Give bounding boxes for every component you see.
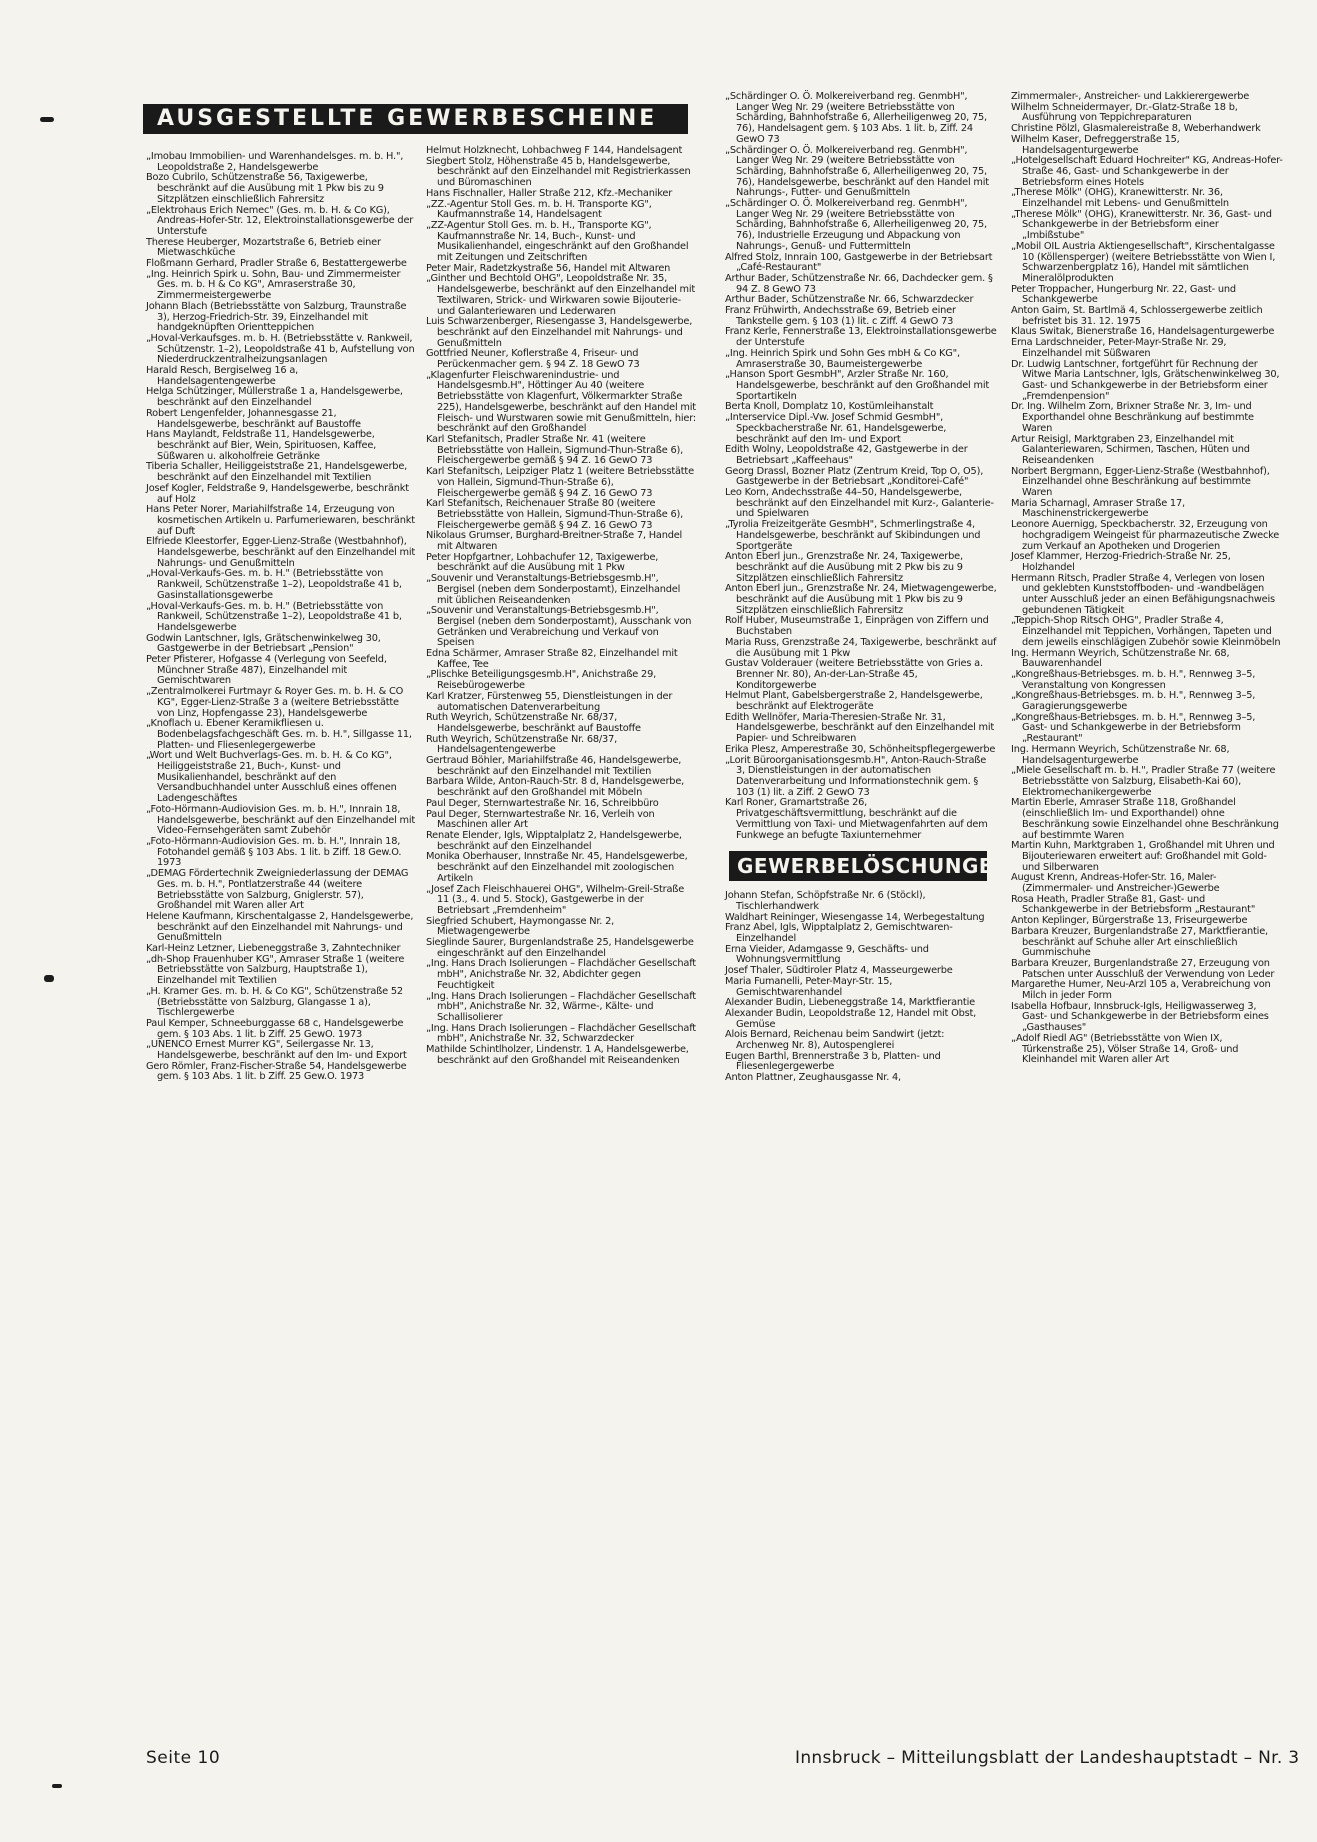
- license-entry: Erna Vieider, Adamgasse 9, Geschäfts- und Wohnungsvermittlung: [725, 943, 929, 966]
- license-entry: Rolf Huber, Museumstraße 1, Einprägen von Ziffern und Buchstaben: [725, 615, 989, 638]
- license-entry: Helga Schützinger, Müllerstraße 1 a, Handelsgewerbe, beschränkt auf den Einzelhandel: [146, 386, 403, 409]
- license-entry: „Foto-Hörmann-Audiovision Ges. m. b. H.", Innrain 18, Fotohandel gemäß § 103 Abs. 1 lit. b Ziff. 18 Gew.O. 1973: [146, 836, 402, 869]
- license-entry: „Hoval-Verkaufs-Ges. m. b. H." (Betriebsstätte von Rankweil, Schützenstraße 1–2), Leopoldstraße 41 b, Gasinstallationsgewerbe: [146, 568, 402, 601]
- license-entry: „Lorit Büroorganisationsgesmb.H", Anton-Rauch-Straße 3, Dienstleistungen in der automatischen Datenverarbeitung und Informationstechnik gem. § 103 (1) lit. a Ziff. 2 GewO 73: [725, 754, 987, 798]
- license-entry: „Schärdinger O. Ö. Molkereiverband reg. GenmbH", Langer Weg Nr. 29 (weitere Betriebsstätte von Schärding, Bahnhofstraße 6, Allerheiligenweg 20, 75, 76), Industrielle Erzeugung und Abpackung von Nahrungs-, Genuß- und Futtermitteln: [725, 198, 987, 252]
- license-entry: Edith Wellnöfer, Maria-Theresien-Straße Nr. 31, Handelsgewerbe, beschränkt auf den Einzelhandel mit Papier- und Schreibwaren: [725, 711, 995, 745]
- edge-mark: [40, 117, 54, 122]
- license-entry: Hans Maylandt, Feldstraße 11, Handelsgewerbe, beschränkt auf Bier, Wein, Spirituosen, Kaffee, Süßwaren u. alkoholfreie Getränke: [146, 429, 377, 462]
- license-entry: „Ing. Hans Drach Isolierungen – Flachdächer Gesellschaft mbH", Anichstraße Nr. 32, Schwarzdecker: [426, 1022, 696, 1045]
- license-entry: Renate Elender, Igls, Wipptalplatz 2, Handelsgewerbe, beschränkt auf den Einzelhandel: [426, 830, 682, 852]
- deleted-licenses-list: [725, 891, 997, 1084]
- license-entry: Helmut Plant, Gabelsbergerstraße 2, Handelsgewerbe, beschränkt auf Elektrogeräte: [725, 690, 983, 713]
- license-entry: „Adolf Riedl AG" (Betriebsstätte von Wien IX, Türkenstraße 25), Völser Straße 14, Groß- und Kleinhandel mit Waren aller Art: [1011, 1032, 1239, 1066]
- license-entry: „Souvenir und Veranstaltungs-Betriebsgesmb.H", Bergisel (neben dem Sonderpostamt), Einzelhandel mit üblichen Reiseandenken: [426, 573, 681, 606]
- license-entry: Helene Kaufmann, Kirschentalgasse 2, Handelsgewerbe, beschränkt auf den Einzelhandel mit Nahrungs- und Genußmitteln: [146, 910, 414, 944]
- license-entry: Sieglinde Saurer, Burgenlandstraße 25, Handelsgewerbe eingeschränkt auf den Einzelhandel: [426, 937, 694, 959]
- license-entry: Robert Lengenfelder, Johannesgasse 21, Handelsgewerbe, beschränkt auf Baustoffe: [146, 407, 361, 430]
- license-entry: Karl Stefanitsch, Reichenauer Straße 80 (weitere Betriebsstätte von Hallein, Sigmund-Thun-Straße 6), Fleischergewerbe gemäß § 94 Z. 16 GewO 73: [426, 498, 684, 531]
- license-entry: Edith Wolny, Leopoldstraße 42, Gastgewerbe in der Betriebsart „Kaffeehaus": [725, 444, 968, 466]
- license-entry: Karl Stefanitsch, Pradler Straße Nr. 41 (weitere Betriebsstätte von Hallein, Sigmund-Thun-Straße 6), Fleischergewerbe gemäß § 94 Z. 16 GewO 73: [426, 433, 684, 467]
- license-entry: „Souvenir und Veranstaltungs-Betriebsgesmb.H", Bergisel (neben dem Sonderpostamt), Ausschank von Getränken und Verabreichung und Verkauf von Speisen: [426, 605, 692, 649]
- license-entry: Siegbert Stolz, Höhenstraße 45 b, Handelsgewerbe, beschränkt auf den Einzelhandel mit Registrierkassen und Büromaschinen: [426, 155, 691, 189]
- license-entry: Arthur Bader, Schützenstraße Nr. 66, Dachdecker gem. § 94 Z. 8 GewO 73: [725, 272, 993, 295]
- license-entry: Christine Pölzl, Glasmalereistraße 8, Weberhandwerk: [1011, 123, 1261, 135]
- license-entry: Margarethe Humer, Neu-Arzl 105 a, Verabreichung von Milch in jeder Form: [1011, 979, 1271, 1002]
- license-entry: „Plischke Beteiligungsgesmb.H", Anichstraße 29, Reisebürogewerbe: [426, 669, 657, 692]
- license-entry: Josef Thaler, Südtiroler Platz 4, Masseurgewerbe: [725, 965, 953, 977]
- license-entry: Maria Scharnagl, Amraser Straße 17, Maschinenstrickergewerbe: [1011, 497, 1185, 520]
- column-1: [146, 152, 418, 1083]
- license-entry: Peter Pfisterer, Hofgasse 4 (Verlegung von Seefeld, Münchner Straße 487), Einzelhandel mit Gemischtwaren: [146, 654, 387, 687]
- section-heading-issued-licenses: AUSGESTELLTE GEWERBESCHEINE: [143, 104, 688, 134]
- license-entry: „Ing. Heinrich Spirk und Sohn Ges mbH & Co KG", Amraserstraße 30, Baumeistergewerbe: [725, 347, 960, 370]
- license-entry: „dh-Shop Frauenhuber KG", Amraser Straße 1 (weitere Betriebsstätte von Salzburg, Hauptstraße 1), Einzelhandel mit Textilien: [146, 953, 405, 987]
- license-entry: August Krenn, Andreas-Hofer-Str. 16, Maler-(Zimmermaler- und Anstreicher-)Gewerbe: [1011, 872, 1220, 895]
- license-entry: „Miele Gesellschaft m. b. H.", Pradler Straße 77 (weitere Betriebsstätte von Salzburg, Elisabeth-Kai 60), Elektromechanikergewerbe: [1011, 765, 1276, 798]
- license-entry: Maria Russ, Grenzstraße 24, Taxigewerbe, beschränkt auf die Ausübung mit 1 Pkw: [725, 636, 997, 659]
- license-entry: „Kongreßhaus-Betriebsges. m. b. H.", Rennweg 3–5, Gast- und Schankgewerbe in der Betriebsform „Restaurant": [1011, 711, 1256, 745]
- license-entry: Anton Gaim, St. Bartlmä 4, Schlossergewerbe zeitlich befristet bis 31. 12. 1975: [1011, 305, 1263, 327]
- publication-title: Innsbruck – Mitteilungsblatt der Landeshauptstadt – Nr. 3: [795, 1748, 1300, 1768]
- license-entry: „UNENCO Ernest Murrer KG", Seilergasse Nr. 13, Handelsgewerbe, beschränkt auf den Im- und Export: [146, 1039, 407, 1062]
- column-3: [725, 91, 1011, 1084]
- license-entry: Leo Korn, Andechsstraße 44–50, Handelsgewerbe, beschränkt auf den Einzelhandel mit Kurz-, Galanterie- und Spielwaren: [725, 487, 994, 520]
- license-entry: Nikolaus Grumser, Burghard-Breitner-Straße 7, Handel mit Altwaren: [426, 530, 683, 553]
- edge-mark: [44, 975, 54, 982]
- license-entry: Norbert Bergmann, Egger-Lienz-Straße (Westbahnhof), Einzelhandel ohne Beschränkung auf bestimmte Waren: [1011, 465, 1270, 499]
- license-entry: Anton Eberl jun., Grenzstraße Nr. 24, Taxigewerbe, beschränkt auf die Ausübung mit 2 Pkw bis zu 9 Sitzplätzen einschließlich Fahrersitz: [725, 551, 963, 584]
- license-entry: Floßmann Gerhard, Pradler Straße 6, Bestattergewerbe: [146, 258, 407, 270]
- license-entry: Franz Abel, Igls, Wipptalplatz 2, Gemischtwaren-Einzelhandel: [725, 922, 953, 945]
- license-entry: „Schärdinger O. Ö. Molkereiverband reg. GenmbH", Langer Weg Nr. 29 (weitere Betriebsstätte von Schärding, Bahnhofstraße 6, Allerheiligenweg 20, 75, 76), Handelsgewerbe, beschränkt auf den Handel mit Nahrungs-, Futter- und Genußmitteln: [725, 144, 989, 199]
- license-entry: Josef Kogler, Feldstraße 9, Handelsgewerbe, beschränkt auf Holz: [146, 482, 409, 505]
- license-entry: Godwin Lantschner, Igls, Grätschenwinkelweg 30, Gastgewerbe in der Betriebsart „Pension": [146, 632, 381, 655]
- license-entry: „ZZ.-Agentur Stoll Ges. m. b. H. Transporte KG", Kaufmannstraße 14, Handelsagent: [426, 198, 652, 221]
- license-entry: Siegfried Schubert, Haymongasse Nr. 2, Mietwagengewerbe: [426, 915, 615, 938]
- license-entry: „Kongreßhaus-Betriebsges. m. b. H.", Rennweg 3–5, Veranstaltung von Kongressen: [1011, 668, 1256, 691]
- license-entry: „Tyrolia Freizeitgeräte GesmbH", Schmerlingstraße 4, Handelsgewerbe, beschränkt auf Skibindungen und Sportgeräte: [725, 519, 981, 552]
- license-entry: „Hoval-Verkaufs-Ges. m. b. H." (Betriebsstätte von Rankweil, Schützenstraße 1–2), Leopoldstraße 41 b, Handelsgewerbe: [146, 600, 402, 633]
- license-entry: Peter Troppacher, Hungerburg Nr. 22, Gast- und Schankgewerbe: [1011, 283, 1236, 306]
- license-entry: Helmut Holzknecht, Lohbachweg F 144, Handelsagent: [426, 145, 683, 156]
- license-entry: Mathilde Schintlholzer, Lindenstr. 1 A, Handelsgewerbe, beschränkt auf den Großhandel mit Reiseandenken: [426, 1044, 689, 1066]
- license-entry: Ing. Hermann Weyrich, Schützenstraße Nr. 68, Bauwarenhandel: [1011, 647, 1230, 670]
- column-3-issued-list: [725, 92, 997, 841]
- license-entry: „H. Kramer Ges. m. b. H. & Co KG", Schützenstraße 52 (Betriebsstätte von Salzburg, Glangasse 1 a), Tischlergewerbe: [146, 985, 403, 1019]
- license-entry: Hans Fischnaller, Haller Straße 212, Kfz.-Mechaniker: [426, 187, 673, 199]
- license-entry: „Teppich-Shop Ritsch OHG", Pradler Straße 4, Einzelhandel mit Teppichen, Vorhängen, Tapeten und dem jeweils einschlägigen Zubehör sowie Kleinmöbeln: [1011, 615, 1281, 648]
- license-entry: Paul Kemper, Schneeburggasse 68 c, Handelsgewerbe gem. § 103 Abs. 1 lit. b Ziff. 25 GewO. 1973: [146, 1017, 404, 1040]
- license-entry: „Knoflach u. Ebener Keramikfliesen u. Bodenbelagsfachgeschäft Ges. m. b. H.", Sillgasse 11, Platten- und Fliesenlegergewerbe: [146, 718, 412, 751]
- license-entry: Elfriede Kleestorfer, Egger-Lienz-Straße (Westbahnhof), Handelsgewerbe, beschränkt auf den Einzelhandel mit Nahrungs- und Genußmitteln: [146, 536, 416, 569]
- license-entry: Barbara Kreuzer, Burgenlandstraße 27, Marktfierantie, beschränkt auf Schuhe aller Art einschließlich Gummischuhe: [1011, 925, 1268, 959]
- license-entry: Luis Schwarzenberger, Riesengasse 3, Handelsgewerbe, beschränkt auf den Einzelhandel mit Nahrungs- und Genußmitteln: [426, 316, 693, 349]
- license-entry: „Zentralmolkerei Furtmayr & Royer Ges. m. b. H. & CO KG", Egger-Lienz-Straße 3 a (weitere Betriebsstätte von Linz, Hopfengasse 23), Handelsgewerbe: [146, 686, 404, 719]
- license-entry: Karl-Heinz Letzner, Liebeneggstraße 3, Zahntechniker: [146, 943, 401, 955]
- license-entry: Zimmermaler-, Anstreicher- und Lakkierergewerbe: [1011, 91, 1250, 102]
- license-entry: Waldhart Reininger, Wiesengasse 14, Werbegestaltung: [725, 911, 985, 923]
- license-entry: Leonore Auernigg, Speckbacherstr. 32, Erzeugung von hochgradigem Weingeist für pharmazeutische Zwecke zum Verkauf an Apotheken und Drogerien: [1011, 519, 1280, 552]
- edge-mark: [52, 1784, 62, 1788]
- license-entry: Edna Schärmer, Amraser Straße 82, Einzelhandel mit Kaffee, Tee: [426, 648, 678, 670]
- license-entry: Hermann Ritsch, Pradler Straße 4, Verlegen von losen und geklebten Kunststoffboden- und -wandbelägen unter Ausschluß jeder an einen Befähigungsnachweis gebundenen Tätigkeit: [1011, 572, 1275, 616]
- license-entry: Anton Eberl jun., Grenzstraße Nr. 24, Mietwagengewerbe, beschränkt auf die Ausübung mit 1 Pkw bis zu 9 Sitzplätzen einschließlich Fahrersitz: [725, 583, 997, 616]
- license-entry: Bozo Cubrilo, Schützenstraße 56, Taxigewerbe, beschränkt auf die Ausübung mit 1 Pkw bis zu 9 Sitzplätzen einschließlich Fahrersitz: [146, 172, 384, 205]
- license-entry: Georg Drassl, Bozner Platz (Zentrum Kreid, Top O, O5), Gastgewerbe in der Betriebsart „Konditorei-Café": [725, 465, 984, 488]
- license-entry: Wilhelm Kaser, Defreggerstraße 15, Handelsagenturgewerbe: [1011, 133, 1180, 156]
- license-entry: Rosa Heath, Pradler Straße 81, Gast- und Schankgewerbe in der Betriebsform „Restaurant": [1011, 893, 1256, 916]
- license-entry: „Kongreßhaus-Betriebsges. m. b. H.", Rennweg 3–5, Garagierungsgewerbe: [1011, 690, 1256, 713]
- license-entry: Barbara Kreuzer, Burgenlandstraße 27, Erzeugung von Patschen unter Ausschluß der Verwendung von Leder: [1011, 957, 1275, 980]
- license-entry: Therese Heuberger, Mozartstraße 6, Betrieb einer Mietwaschküche: [146, 236, 381, 259]
- license-entry: Anton Plattner, Zeughausgasse Nr. 4,: [725, 1072, 901, 1084]
- license-entry: „Hanson Sport GesmbH", Arzler Straße Nr. 160, Handelsgewerbe, beschränkt auf den Großhandel mit Sportartikeln: [725, 369, 989, 402]
- license-entry: „Therese Mölk" (OHG), Kranewitterstr. Nr. 36, Gast- und Schankgewerbe in der Betriebsform einer „Imbißstube": [1011, 208, 1272, 242]
- license-entry: „Elektrohaus Erich Nemec" (Ges. m. b. H. & Co KG), Andreas-Hofer-Str. 12, Elektroinstallationsgewerbe der Unterstufe: [146, 204, 414, 237]
- license-entry: Arthur Bader, Schützenstraße Nr. 66, Schwarzdecker: [725, 294, 974, 306]
- license-entry: Martin Eberle, Amraser Straße 118, Großhandel (einschließlich Im- und Exporthandel) ohne Beschränkung sowie Einzelhandel ohne Beschränkung auf bestimmte Waren: [1011, 797, 1279, 841]
- license-entry: Alexander Budin, Leopoldstraße 12, Handel mit Obst, Gemüse: [725, 1007, 977, 1030]
- license-entry: „Imobau Immobilien- und Warenhandelsges. m. b. H.", Leopoldstraße 2, Handelsgewerbe: [146, 151, 404, 173]
- license-entry: „ZZ-Agentur Stoll Ges. m. b. H., Transporte KG", Kaufmannstraße Nr. 14, Buch-, Kunst- und Musikalienhandel, eingeschränkt auf den Großhandel mit Zeitungen und Zeitschriften: [426, 219, 689, 264]
- license-entry: Erna Lardschneider, Peter-Mayr-Straße Nr. 29, Einzelhandel mit Süßwaren: [1011, 337, 1227, 359]
- page-number: Seite 10: [146, 1748, 221, 1768]
- license-entry: Peter Mair, Radetzkystraße 56, Handel mit Altwaren: [426, 262, 671, 274]
- license-entry: „Therese Mölk" (OHG), Kranewitterstr. Nr. 36, Einzelhandel mit Lebens- und Genußmitteln: [1011, 187, 1229, 210]
- license-entry: Dr. Ing. Wilhelm Zorn, Brixner Straße Nr. 3, Im- und Exporthandel ohne Beschränkung auf bestimmte Waren: [1011, 401, 1254, 434]
- license-entry: „Interservice Dipl.-Vw. Josef Schmid GesmbH", Speckbacherstraße Nr. 61, Handelsgewerbe, beschränkt auf den Im- und Export: [725, 412, 947, 445]
- license-entry: Franz Frühwirth, Andechsstraße 69, Betrieb einer Tankstelle gem. § 103 (1) lit. c Ziff. 4 GewO 73: [725, 305, 956, 327]
- license-entry: Ing. Hermann Weyrich, Schützenstraße Nr. 68, Handelsagenturgewerbe: [1011, 743, 1230, 766]
- license-entry: „Wort und Welt Buchverlags-Ges. m. b. H. & Co KG", Heiliggeiststraße 21, Buch-, Kunst- und Musikalienhandel, beschränkt auf den Versandbuchhandel unter Ausschluß eines offenen Ladengeschäftes: [146, 750, 397, 805]
- license-entry: Alfred Stolz, Innrain 100, Gastgewerbe in der Betriebsart „Café-Restaurant": [725, 251, 993, 274]
- license-entry: Ruth Weyrich, Schützenstraße Nr. 68/37, Handelsgewerbe, beschränkt auf Baustoffe: [426, 712, 641, 734]
- license-entry: Dr. Ludwig Lantschner, fortgeführt für Rechnung der Witwe Maria Lantschner, Igls, Grätschenwinkelweg 30, Gast- und Schankgewerbe in der Betriebsform einer „Fremdenpension": [1011, 358, 1280, 402]
- license-entry: Harald Resch, Bergiselweg 16 a, Handelsagentengewerbe: [146, 365, 299, 387]
- license-entry: „Foto-Hörmann-Audiovision Ges. m. b. H.", Innrain 18, Handelsgewerbe, beschränkt auf den Einzelhandel mit Video-Fernsehgeräten samt Zubehör: [146, 803, 416, 837]
- license-entry: „Ing. Heinrich Spirk u. Sohn, Bau- und Zimmermeister Ges. m. b. H & Co KG", Amraserstraße 30, Zimmermeistergewerbe: [146, 268, 401, 302]
- license-entry: Tiberia Schaller, Heiliggeiststraße 21, Handelsgewerbe, beschränkt auf den Einzelhandel mit Textilien: [146, 461, 408, 484]
- license-entry: Franz Kerle, Fennerstraße 13, Elektroinstallationsgewerbe der Unterstufe: [725, 326, 997, 349]
- license-entry: Artur Reisigl, Marktgraben 23, Einzelhandel mit Galanteriewaren, Schirmen, Taschen, Hüten und Reiseandenken: [1011, 433, 1250, 466]
- license-entry: Anton Keplinger, Bürgerstraße 13, Friseurgewerbe: [1011, 915, 1248, 927]
- license-entry: „Josef Zach Fleischhauerei OHG", Wilhelm-Greil-Straße 11 (3., 4. und 5. Stock), Gastgewerbe in der Betriebsart „Fremdenheim": [426, 883, 685, 916]
- license-entry: Peter Hopfgartner, Lohbachufer 12, Taxigewerbe, beschränkt auf die Ausübung mit 1 Pkw: [426, 551, 659, 574]
- license-entry: Eugen Barthl, Brennerstraße 3 b, Platten- und Fliesenlegergewerbe: [725, 1050, 941, 1073]
- license-entry: Gero Römler, Franz-Fischer-Straße 54, Handelsgewerbe gem. § 103 Abs. 1 lit. b Ziff. 25 Gew.O. 1973: [146, 1060, 407, 1083]
- license-entry: Gottfried Neuner, Koflerstraße 4, Friseur- und Perückenmacher gem. § 94 Z. 18 GewO 73: [426, 348, 640, 371]
- license-entry: Hans Peter Norer, Mariahilfstraße 14, Erzeugung von kosmetischen Artikeln u. Parfumeriewaren, beschränkt auf Duft: [146, 504, 415, 537]
- section-heading-deleted-licenses: GEWERBELÖSCHUNGEN: [729, 851, 987, 881]
- license-entry: Josef Klammer, Herzog-Friedrich-Straße Nr. 25, Holzhandel: [1011, 551, 1231, 573]
- license-entry: Karl Kratzer, Fürstenweg 55, Dienstleistungen in der automatischen Datenverarbeitung: [426, 690, 673, 713]
- license-entry: Ruth Weyrich, Schützenstraße Nr. 68/37, Handelsagentengewerbe: [426, 733, 618, 756]
- license-entry: „Klagenfurter Fleischwarenindustrie- und Handelsgesmb.H", Höttinger Au 40 (weitere Betriebsstätte von Klagenfurt, Völkermarkter Straße 225), Handelsgewerbe, beschränkt auf den Handel mit Fleisch- und Wurstwaren sowie mit Genußmitteln, hier: beschränkt auf den Großhandel: [426, 369, 696, 435]
- license-entry: Gustav Volderauer (weitere Betriebsstätte von Gries a. Brenner Nr. 80), An-der-Lan-Straße 45, Konditorgewerbe: [725, 658, 983, 691]
- license-entry: „DEMAG Fördertechnik Zweigniederlassung der DEMAG Ges. m. b. H.", Pontlatzerstraße 44 (weitere Betriebsstätte von Salzburg, Gniglerstr. 57), Großhandel mit Waren aller Art: [146, 868, 409, 912]
- license-entry: Karl Stefanitsch, Leipziger Platz 1 (weitere Betriebsstätte von Hallein, Sigmund-Thun-Straße 6), Fleischergewerbe gemäß § 94 Z. 16 GewO 73: [426, 466, 694, 499]
- license-entry: Maria Fumanelli, Peter-Mayr-Str. 15, Gemischtwarenhandel: [725, 975, 893, 998]
- column-2: [426, 146, 698, 1066]
- license-entry: „Ing. Hans Drach Isolierungen – Flachdächer Gesellschaft mbH", Anichstraße Nr. 32, Wärme-, Kälte- und Schallisolierer: [426, 990, 696, 1023]
- column-4: [1011, 92, 1283, 1066]
- license-entry: Berta Knoll, Domplatz 10, Kostümleihanstalt: [725, 401, 934, 413]
- license-entry: Alexander Budin, Liebeneggstraße 14, Marktfierantie: [725, 997, 975, 1009]
- license-entry: Karl Roner, Gramartstraße 26, Privatgeschäftsvermittlung, beschränkt auf die Vermittlung von Taxi- und Mietwagenfahrten auf dem Funkwege an befugte Taxiunternehmer: [725, 797, 988, 841]
- license-entry: „Ginther und Bechtold OHG", Leopoldstraße Nr. 35, Handelsgewerbe, beschränkt auf den Einzelhandel mit Textilwaren, Strick- und Wirkwaren sowie Bijouterie- und Galanteriewaren und Lederwaren: [426, 273, 696, 317]
- license-entry: Monika Oberhauser, Innstraße Nr. 45, Handelsgewerbe, beschränkt auf den Einzelhandel mit zoologischen Artikeln: [426, 851, 688, 884]
- license-entry: Paul Deger, Sternwartestraße Nr. 16, Schreibbüro: [426, 797, 659, 809]
- license-entry: „Mobil OIL Austria Aktiengesellschaft", Kirschentalgasse 10 (Köllensperger) (weitere Betriebsstätte von Wien I, Schwarzenbergplatz 16), Handel mit sämtlichen Mineralölprodukten: [1011, 240, 1276, 284]
- license-entry: Isabella Hofbaur, Innsbruck-Igls, Heiligwasserweg 3, Gast- und Schankgewerbe in der Betriebsform eines „Gasthauses": [1011, 1000, 1269, 1034]
- license-entry: Martin Kuhn, Marktgraben 1, Großhandel mit Uhren und Bijouteriewaren erweitert auf: Großhandel mit Gold- und Silberwaren: [1011, 840, 1275, 873]
- license-entry: Barbara Wilde, Anton-Rauch-Str. 8 d, Handelsgewerbe, beschränkt auf den Großhandel mit Möbeln: [426, 776, 685, 799]
- license-entry: Paul Deger, Sternwartestraße Nr. 16, Verleih von Maschinen aller Art: [426, 808, 655, 831]
- license-entry: Johann Stefan, Schöpfstraße Nr. 6 (Stöckl), Tischlerhandwerk: [725, 890, 926, 912]
- license-entry: Wilhelm Schneidermayer, Dr.-Glatz-Straße 18 b, Ausführung von Teppichreparaturen: [1011, 101, 1238, 124]
- license-entry: „Hoval-Verkaufsges. m. b. H. (Betriebsstätte v. Rankweil, Schützenstr. 1–2), Leopoldstraße 41 b, Aufstellung von Niederdruckzentralheizungsanlagen: [146, 332, 415, 366]
- license-entry: Johann Blach (Betriebsstätte von Salzburg, Traunstraße 3), Herzog-Friedrich-Str. 39, Einzelhandel mit handgeknüpften Orientteppichen: [146, 300, 407, 334]
- license-entry: Erika Plesz, Amperestraße 30, Schönheitspflegergewerbe: [725, 743, 996, 755]
- license-entry: „Hotelgesellschaft Eduard Hochreiter" KG, Andreas-Hofer-Straße 46, Gast- und Schankgewerbe in der Betriebsform eines Hotels: [1011, 155, 1283, 188]
- license-entry: Alois Bernard, Reichenau beim Sandwirt (jetzt: Archenweg Nr. 8), Autospenglerei: [725, 1029, 945, 1052]
- license-entry: „Schärdinger O. Ö. Molkereiverband reg. GenmbH", Langer Weg Nr. 29 (weitere Betriebsstätte von Schärding, Bahnhofstraße 6, Allerheiligenweg 20, 75, 76), Handelsagent gem. § 103 Abs. 1 lit. b, Ziff. 24 GewO 73: [725, 91, 987, 145]
- license-entry: Klaus Switak, Bienerstraße 16, Handelsagenturgewerbe: [1011, 326, 1275, 338]
- license-entry: „Ing. Hans Drach Isolierungen – Flachdächer Gesellschaft mbH", Anichstraße Nr. 32, Abdichter gegen Feuchtigkeit: [426, 958, 696, 991]
- license-entry: Gertraud Böhler, Mariahilfstraße 46, Handelsgewerbe, beschränkt auf den Einzelhandel mit Textilien: [426, 755, 682, 777]
